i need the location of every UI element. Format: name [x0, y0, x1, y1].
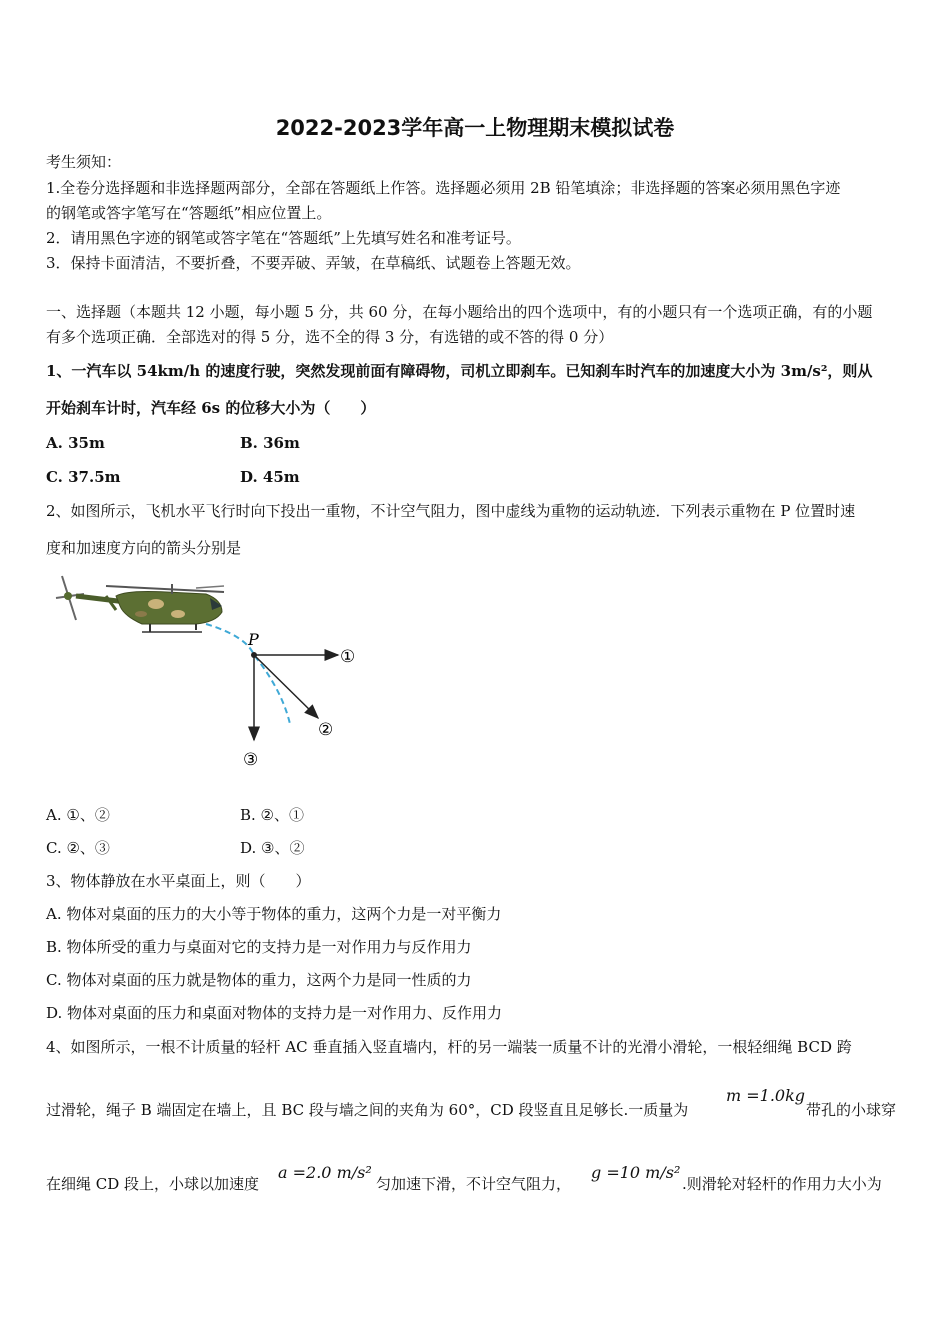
q1-option-b: B. 36m [240, 434, 300, 452]
label-p: P [248, 630, 259, 649]
q1-option-d: D. 45m [240, 468, 300, 486]
q4-stem-line-2b: 带孔的小球穿 [806, 1101, 897, 1119]
q1-stem-line-1: 1、一汽车以 54km/h 的速度行驶，突然发现前面有障碍物，司机立即刹车。已知刹车时汽车的加速度大小为 3m/s²，则从 [46, 362, 873, 380]
q3-option-d: D. 物体对桌面的压力和桌面对物体的支持力是一对作用力、反作用力 [46, 1004, 503, 1022]
q1-option-a: A. 35m [46, 434, 105, 452]
q3-option-b: B. 物体所受的重力与桌面对它的支持力是一对作用力与反作用力 [46, 938, 472, 956]
q4-stem-line-1: 4、如图所示，一根不计质量的轻杆 AC 垂直插入竖直墙内，杆的另一端装一质量不计的光滑小滑轮，一根轻细绳 BCD 跨 [46, 1038, 852, 1056]
page-title: 2022-2023学年高一上物理期末模拟试卷 [275, 116, 675, 140]
label-2: ② [318, 720, 334, 740]
helicopter-icon [56, 576, 224, 632]
q4-acceleration-formula: a =2.0 m/s² [278, 1163, 372, 1182]
q3-option-c: C. 物体对桌面的压力就是物体的重力，这两个力是同一性质的力 [46, 971, 472, 989]
notice-heading: 考生须知： [46, 153, 122, 171]
section-instructions-line-1: 一、选择题（本题共 12 小题，每小题 5 分，共 60 分，在每小题给出的四个选项中，有的小题只有一个选项正确，有的小题 [46, 303, 873, 321]
q2-figure [46, 570, 366, 770]
q2-option-a: A. ①、② [46, 806, 110, 824]
notice-item-1-line-1: 1.全卷分选择题和非选择题两部分，全部在答题纸上作答。选择题必须用 2B 铅笔填涂；非选择题的答案必须用黑色字迹 [46, 179, 841, 197]
q2-stem-line-1: 2、如图所示，飞机水平飞行时向下投出一重物，不计空气阻力，图中虚线为重物的运动轨迹．下列表示重物在 P 位置时速 [46, 502, 856, 520]
q1-option-c: C. 37.5m [46, 468, 121, 486]
notice-item-3: 3．保持卡面清洁，不要折叠，不要弄破、弄皱，在草稿纸、试题卷上答题无效。 [46, 254, 581, 272]
q4-stem-line-2a: 过滑轮，绳子 B 端固定在墙上，且 BC 段与墙之间的夹角为 60°，CD 段竖直且足够长.一质量为 [46, 1101, 689, 1119]
q2-option-b: B. ②、① [240, 806, 305, 824]
notice-item-1-line-2: 的钢笔或答字笔写在“答题纸”相应位置上。 [46, 204, 332, 222]
q4-mass-formula: m =1.0kg [726, 1086, 806, 1105]
q4-stem-line-3b: 匀加速下滑，不计空气阻力， [376, 1175, 572, 1193]
q2-option-c: C. ②、③ [46, 839, 110, 857]
q1-stem-line-2: 开始刹车计时，汽车经 6s 的位移大小为（ ） [46, 399, 376, 417]
label-3: ③ [243, 750, 259, 770]
notice-item-2: 2．请用黑色字迹的钢笔或答字笔在“答题纸”上先填写姓名和准考证号。 [46, 229, 521, 247]
q3-stem: 3、物体静放在水平桌面上，则（ ） [46, 872, 311, 890]
q3-option-a: A. 物体对桌面的压力的大小等于物体的重力，这两个力是一对平衡力 [46, 905, 502, 923]
label-1: ① [340, 647, 356, 667]
q4-stem-line-3c: .则滑轮对轻杆的作用力大小为 [682, 1175, 882, 1193]
section-instructions-line-2: 有多个选项正确．全部选对的得 5 分，选不全的得 3 分，有选错的或不答的得 0 分） [46, 328, 614, 346]
q2-stem-line-2: 度和加速度方向的箭头分别是 [46, 539, 242, 557]
q4-stem-line-3a: 在细绳 CD 段上，小球以加速度 [46, 1175, 260, 1193]
q4-gravity-formula: g =10 m/s² [591, 1163, 681, 1182]
q2-option-d: D. ③、② [240, 839, 305, 857]
